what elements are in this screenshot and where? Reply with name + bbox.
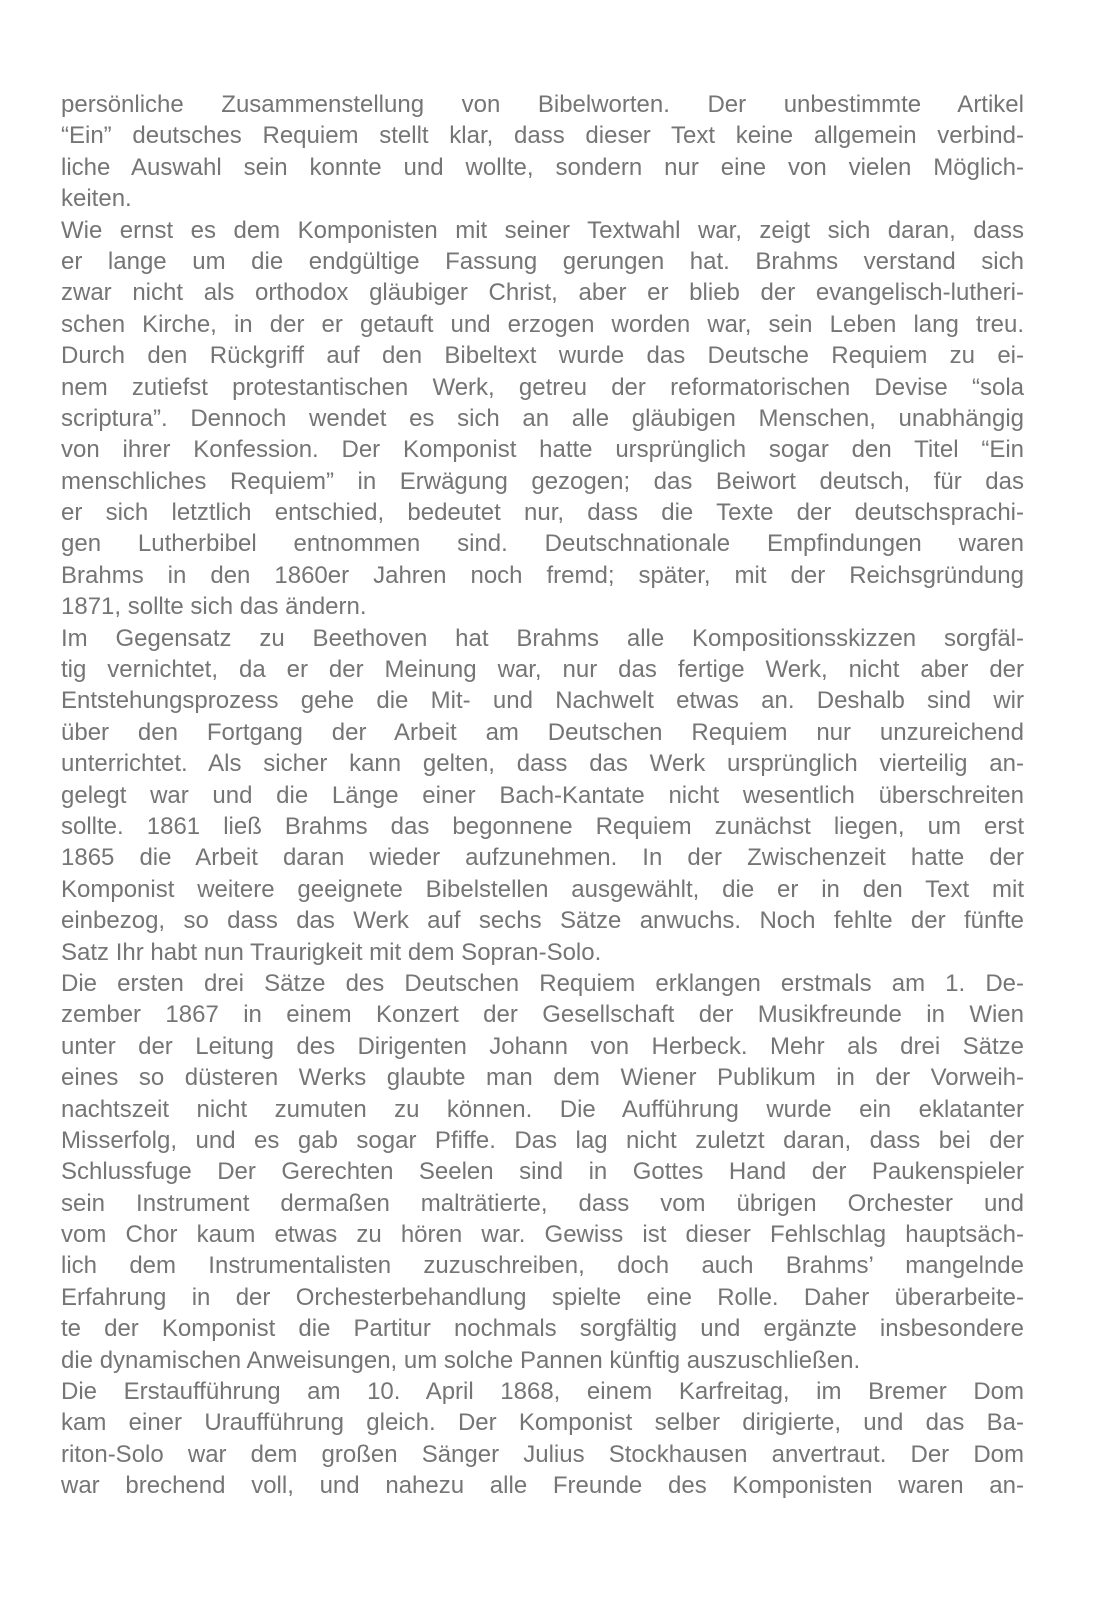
text-line: Die ersten drei Sätze des Deutschen Requiem erklangen erstmals am 1. De-: [61, 969, 1024, 997]
text-line: tig vernichtet, da er der Meinung war, nur das fertige Werk, nicht aber der: [61, 656, 1024, 684]
text-line: er lange um die endgültige Fassung gerungen hat. Brahms verstand sich: [61, 247, 1024, 275]
text-line: “Ein” deutsches Requiem stellt klar, dass dieser Text keine allgemein verbind-: [61, 122, 1024, 150]
text-line: kam einer Uraufführung gleich. Der Komponist selber dirigierte, und das Ba-: [61, 1409, 1024, 1437]
text-line: unter der Leitung des Dirigenten Johann von Herbeck. Mehr als drei Sätze: [61, 1032, 1024, 1060]
text-line: liche Auswahl sein konnte und wollte, sondern nur eine von vielen Möglich-: [61, 153, 1024, 181]
text-line: Die Erstaufführung am 10. April 1868, einem Karfreitag, im Bremer Dom: [61, 1378, 1024, 1406]
text-line: schen Kirche, in der er getauft und erzogen worden war, sein Leben lang treu.: [61, 310, 1024, 338]
text-line: gelegt war und die Länge einer Bach-Kantate nicht wesentlich überschreiten: [61, 781, 1024, 809]
body-text: [61, 89, 1024, 1502]
text-line: riton-Solo war dem großen Sänger Julius Stockhausen anvertraut. Der Dom: [61, 1440, 1024, 1468]
text-line: scriptura”. Dennoch wendet es sich an alle gläubigen Menschen, unabhängig: [61, 404, 1024, 432]
text-line: vom Chor kaum etwas zu hören war. Gewiss ist dieser Fehlschlag hauptsäch-: [61, 1221, 1024, 1249]
text-line: Durch den Rückgriff auf den Bibeltext wurde das Deutsche Requiem zu ei-: [61, 342, 1024, 370]
text-line: nem zutiefst protestantischen Werk, getreu der reformatorischen Devise “sola: [61, 373, 1024, 401]
text-line: Satz Ihr habt nun Traurigkeit mit dem Sopran-Solo.: [61, 938, 602, 966]
text-line: Erfahrung in der Orchesterbehandlung spielte eine Rolle. Daher überarbeite-: [61, 1283, 1024, 1311]
text-line: 1865 die Arbeit daran wieder aufzunehmen. In der Zwischenzeit hatte der: [61, 844, 1024, 872]
text-line: 1871, sollte sich das ändern.: [61, 593, 367, 621]
text-line: Brahms in den 1860er Jahren noch fremd; später, mit der Reichsgründung: [61, 561, 1024, 589]
paragraph: [61, 1376, 1024, 1502]
text-line: Im Gegensatz zu Beethoven hat Brahms alle Kompositionsskizzen sorgfäl-: [61, 624, 1024, 652]
text-line: Entstehungsprozess gehe die Mit- und Nachwelt etwas an. Deshalb sind wir: [61, 687, 1024, 715]
text-line: sein Instrument dermaßen malträtierte, dass vom übrigen Orchester und: [61, 1189, 1024, 1217]
text-line: Komponist weitere geeignete Bibelstellen ausgewählt, die er in den Text mit: [61, 875, 1024, 903]
paragraph: [61, 623, 1024, 968]
text-line: die dynamischen Anweisungen, um solche Pannen künftig auszuschließen.: [61, 1346, 861, 1374]
text-line: persönliche Zusammenstellung von Bibelworten. Der unbestimmte Artikel: [61, 91, 1024, 118]
text-line: einbezog, so dass das Werk auf sechs Sätze anwuchs. Noch fehlte der fünfte: [61, 907, 1024, 935]
text-line: unterrichtet. Als sicher kann gelten, dass das Werk ursprünglich vierteilig an-: [61, 750, 1024, 778]
text-line: Schlussfuge Der Gerechten Seelen sind in Gottes Hand der Paukenspieler: [61, 1158, 1024, 1186]
text-line: von ihrer Konfession. Der Komponist hatte ursprünglich sogar den Titel “Ein: [61, 436, 1024, 464]
paragraph: [61, 215, 1024, 623]
text-line: über den Fortgang der Arbeit am Deutschen Requiem nur unzureichend: [61, 718, 1024, 746]
text-line: sollte. 1861 ließ Brahms das begonnene Requiem zunächst liegen, um erst: [61, 812, 1024, 840]
text-line: menschliches Requiem” in Erwägung gezogen; das Beiwort deutsch, für das: [61, 467, 1024, 495]
text-line: gen Lutherbibel entnommen sind. Deutschnationale Empfindungen waren: [61, 530, 1024, 558]
text-line: zember 1867 in einem Konzert der Gesellschaft der Musikfreunde in Wien: [61, 1001, 1024, 1029]
text-line: eines so düsteren Werks glaubte man dem Wiener Publikum in der Vorweih-: [61, 1064, 1024, 1092]
text-line: te der Komponist die Partitur nochmals sorgfältig und ergänzte insbesondere: [61, 1315, 1024, 1343]
text-line: Wie ernst es dem Komponisten mit seiner Textwahl war, zeigt sich daran, dass: [61, 216, 1024, 244]
text-line: Misserfolg, und es gab sogar Pfiffe. Das lag nicht zuletzt daran, dass bei der: [61, 1126, 1024, 1154]
text-line: keiten.: [61, 185, 132, 213]
text-line: zwar nicht als orthodox gläubiger Christ, aber er blieb der evangelisch-lutheri-: [61, 279, 1024, 307]
text-line: lich dem Instrumentalisten zuzuschreiben, doch auch Brahms’ mangelnde: [61, 1252, 1024, 1280]
text-line: nachtszeit nicht zumuten zu können. Die Aufführung wurde ein eklatanter: [61, 1095, 1024, 1123]
text-line: war brechend voll, und nahezu alle Freunde des Komponisten waren an-: [61, 1472, 1024, 1500]
paragraph: [61, 89, 1024, 215]
text-line: er sich letztlich entschied, bedeutet nur, dass die Texte der deutschsprachi-: [61, 499, 1024, 527]
paragraph: [61, 968, 1024, 1376]
